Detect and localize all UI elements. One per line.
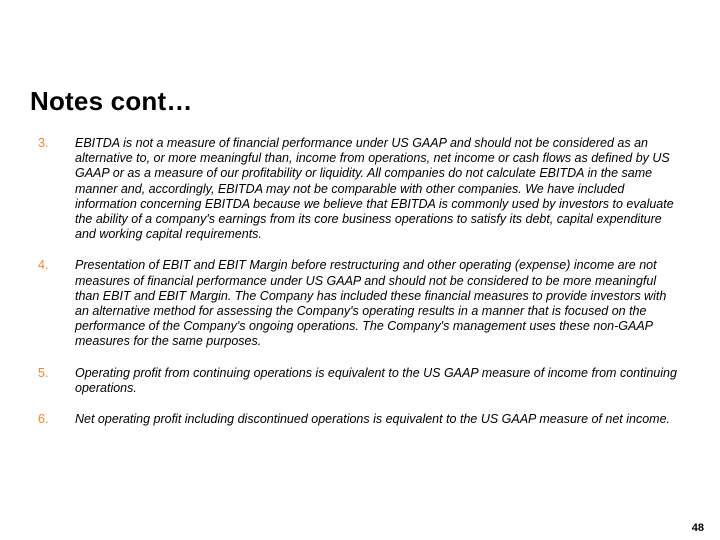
note-text: Net operating profit including discontinued operations is equivalent to the US GAAP measure of net income.: [75, 412, 671, 427]
note-number: 6.: [38, 412, 49, 427]
note-number: 4.: [38, 258, 49, 273]
note-text: EBITDA is not a measure of financial performance under US GAAP and should not be considered as an alternative to, or more meaningful than, income from operations, net income or cash flows as defined by US GAAP or as a measure of our profitability or liquidity. All companies do not calculate EBITDA in the same manner and, accordingly, EBITDA may not be comparable with other companies. We have included information concerning EBITDA because we believe that EBITDA is commonly used by investors to evaluate the ability of a company's earnings from its core business operations to satisfy its debt, capital expenditure and working capital requirements.: [75, 136, 674, 242]
note-item-5: [38, 366, 683, 396]
page-number: 48: [691, 522, 704, 534]
page-title: Notes cont…: [30, 86, 193, 116]
note-number: 3.: [38, 136, 49, 150]
note-number: 5.: [38, 365, 49, 380]
note-item-6: [38, 412, 683, 427]
note-item-3: [38, 136, 683, 242]
note-text: Operating profit from continuing operations is equivalent to the US GAAP measure of income from continuing operations.: [75, 365, 677, 395]
note-item-4: [38, 258, 683, 349]
notes-list: [38, 136, 683, 443]
note-text: Presentation of EBIT and EBIT Margin before restructuring and other operating (expense) income are not measures of financial performance under US GAAP and should not be considered to be more meaningful than EBIT and EBIT Margin. The Company has included these financial measures to provide investors with an alternative method for assessing the Company's operating results in a manner that is focused on the performance of the Company's ongoing operations. The Company's management uses these non-GAAP measures for the same purposes.: [75, 258, 667, 349]
